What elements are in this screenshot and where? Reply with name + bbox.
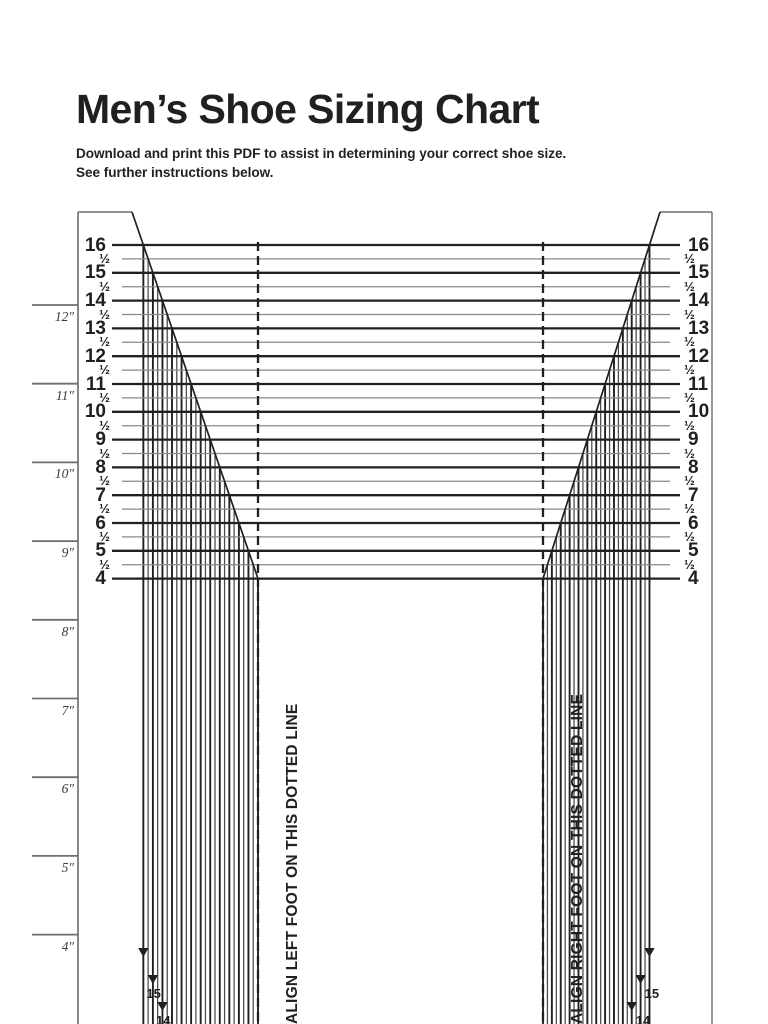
align-left-foot-caption: ALIGN LEFT FOOT ON THIS DOTTED LINE [284, 703, 301, 1024]
size-label-left-4: 4 [95, 568, 106, 590]
size-label-right-half-½: ½ [684, 501, 695, 517]
size-label-left-9: 9 [95, 429, 106, 451]
size-label-right-16: 16 [688, 234, 710, 256]
size-label-right-11: 11 [688, 373, 709, 395]
size-label-left-13: 13 [84, 317, 106, 339]
inch-label-7: 7″ [61, 702, 74, 718]
size-label-left-half-½: ½ [99, 445, 110, 461]
size-label-right-half-½: ½ [684, 250, 695, 266]
size-label-right-half-½: ½ [684, 278, 695, 294]
arrow-label-right-15: 15 [644, 986, 660, 1001]
size-label-right-half-½: ½ [684, 334, 695, 350]
size-label-right-8: 8 [688, 456, 699, 478]
size-label-left-12: 12 [84, 345, 106, 367]
arrow-label-left-15: 15 [146, 986, 161, 1001]
inch-label-10: 10″ [54, 466, 74, 482]
size-label-right-13: 13 [688, 317, 710, 339]
inch-label-5: 5″ [61, 859, 74, 875]
size-label-left-half-½: ½ [99, 501, 110, 517]
size-label-right-5: 5 [688, 540, 699, 562]
size-label-right-half-½: ½ [684, 556, 695, 572]
size-horizontal-lines [112, 245, 680, 579]
size-label-left-5: 5 [95, 540, 106, 562]
size-label-left-half-½: ½ [99, 278, 110, 294]
arrow-label-left-14: 14 [155, 1013, 171, 1024]
size-label-right-4: 4 [688, 568, 699, 590]
size-label-right-half-½: ½ [684, 306, 695, 322]
page-title: Men’s Shoe Sizing Chart [76, 86, 540, 132]
size-label-left-7: 7 [95, 484, 106, 506]
size-label-left-half-½: ½ [99, 473, 110, 489]
size-label-right-half-½: ½ [684, 417, 695, 433]
size-label-left-half-½: ½ [99, 417, 110, 433]
size-label-left-16: 16 [84, 234, 106, 256]
size-label-right-12: 12 [688, 345, 710, 367]
size-label-left-10: 10 [84, 401, 106, 423]
size-label-right-15: 15 [688, 262, 710, 284]
size-label-right-14: 14 [688, 290, 710, 312]
subtitle-line-2: See further instructions below. [76, 165, 274, 181]
inch-label-4: 4″ [61, 938, 74, 954]
size-label-left-14: 14 [84, 290, 106, 312]
size-label-left-half-½: ½ [99, 389, 110, 405]
size-label-right-half-½: ½ [684, 473, 695, 489]
size-label-left-half-½: ½ [99, 362, 110, 378]
inch-label-9: 9″ [61, 545, 74, 561]
size-label-left-11: 11 [85, 373, 106, 395]
size-label-left-half-½: ½ [99, 306, 110, 322]
size-label-left-half-½: ½ [99, 250, 110, 266]
size-label-left-8: 8 [95, 456, 106, 478]
arrow-label-right-14: 14 [635, 1013, 651, 1024]
size-label-right-7: 7 [688, 484, 699, 506]
size-label-right-6: 6 [688, 512, 699, 534]
size-label-left-half-½: ½ [99, 528, 110, 544]
align-right-foot-caption: ALIGN RIGHT FOOT ON THIS DOTTED LINE [569, 693, 586, 1024]
size-label-left-6: 6 [95, 512, 106, 534]
inch-label-11: 11″ [55, 387, 74, 403]
size-label-left-half-½: ½ [99, 556, 110, 572]
size-label-right-half-½: ½ [684, 362, 695, 378]
inch-label-6: 6″ [61, 781, 74, 797]
subtitle-line-1: Download and print this PDF to assist in determining your correct shoe size. [76, 146, 567, 162]
size-label-right-half-½: ½ [684, 528, 695, 544]
inch-label-8: 8″ [61, 623, 74, 639]
size-label-right-half-½: ½ [684, 445, 695, 461]
size-label-left-half-½: ½ [99, 334, 110, 350]
size-label-left-15: 15 [84, 262, 106, 284]
inch-label-12: 12″ [54, 309, 74, 324]
size-label-right-half-½: ½ [684, 389, 695, 405]
size-label-right-9: 9 [688, 429, 699, 451]
size-label-right-10: 10 [688, 401, 710, 423]
